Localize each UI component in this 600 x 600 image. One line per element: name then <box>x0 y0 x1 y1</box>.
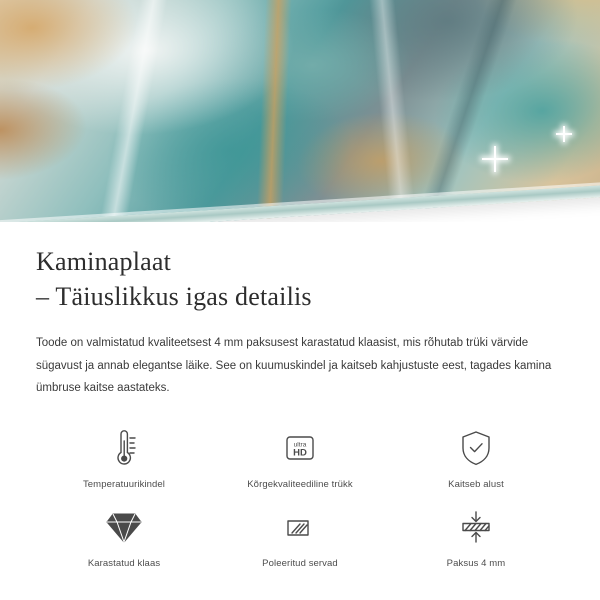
ultra-hd-icon <box>277 425 323 471</box>
shield-check-icon <box>453 425 499 471</box>
feature-item <box>36 425 212 490</box>
bottom-spacer <box>36 569 564 589</box>
title-line-1: Kaminaplaat <box>36 247 172 276</box>
feature-item <box>388 425 564 490</box>
feature-grid <box>36 425 564 569</box>
title-line-2: – Täiuslikkus igas detailis <box>36 282 312 312</box>
svg-text:ultra: ultra <box>293 441 307 449</box>
feature-item <box>36 504 212 569</box>
feature-item <box>212 425 388 490</box>
feature-label: Kõrgekvaliteediline trükk <box>247 479 353 491</box>
content-area <box>0 244 600 589</box>
feature-label: Karastatud klaas <box>87 558 161 570</box>
hero-image <box>0 0 600 222</box>
feature-label: Kaitseb alust <box>448 479 504 491</box>
polished-edges-icon <box>277 504 323 550</box>
thermometer-icon <box>101 425 147 471</box>
feature-label: Paksus 4 mm <box>446 558 506 570</box>
page-title <box>36 244 564 314</box>
feature-item <box>388 504 564 569</box>
diamond-icon <box>101 504 147 550</box>
feature-label: Poleeritud servad <box>262 558 338 570</box>
feature-label: Temperatuurikindel <box>82 479 166 491</box>
glass-plate <box>0 0 600 222</box>
thickness-icon <box>453 504 499 550</box>
feature-item <box>212 504 388 569</box>
product-description: Toode on valmistatud kvaliteetsest 4 mm paksusest karastatud klaasist, mis rõhutab trüki värvide sügavust ja annab elegantse läike. See on kuumuskindel ja kaitseb kahjustuste eest, tagades kamina ümbruse kaitse aastateks. <box>36 337 552 395</box>
svg-text:HD: HD <box>293 447 307 459</box>
